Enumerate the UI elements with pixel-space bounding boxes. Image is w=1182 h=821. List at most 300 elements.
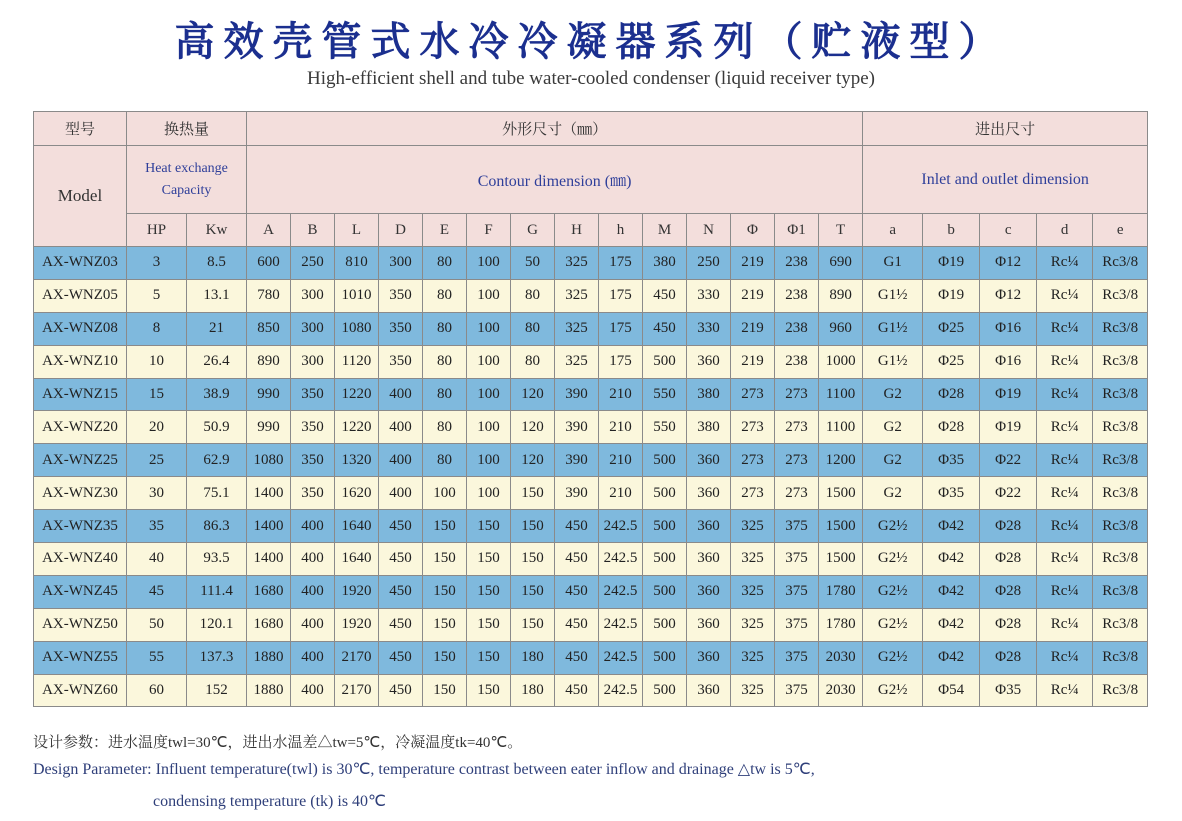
spec-table xyxy=(33,111,1148,707)
table-cell: Rc¼ xyxy=(1037,510,1093,543)
table-cell: 175 xyxy=(599,345,643,378)
table-cell: Rc¼ xyxy=(1037,477,1093,510)
model-cell: AX-WNZ45 xyxy=(34,575,127,608)
table-cell: Φ19 xyxy=(980,411,1037,444)
header-inout-en: Inlet and outlet dimension xyxy=(863,146,1148,214)
header-model-cn: 型号 xyxy=(34,112,127,146)
table-cell: 150 xyxy=(511,543,555,576)
column-header-cell: F xyxy=(467,214,511,247)
table-cell: 550 xyxy=(643,411,687,444)
table-cell: 175 xyxy=(599,279,643,312)
table-cell: 1780 xyxy=(819,575,863,608)
table-cell: 360 xyxy=(687,444,731,477)
table-cell: Φ42 xyxy=(923,641,980,674)
table-cell: Φ16 xyxy=(980,312,1037,345)
table-cell: 50.9 xyxy=(187,411,247,444)
table-cell: 380 xyxy=(687,378,731,411)
table-cell: 450 xyxy=(555,510,599,543)
table-cell: 500 xyxy=(643,444,687,477)
table-cell: 300 xyxy=(291,312,335,345)
page-title-english: High-efficient shell and tube water-cooled condenser (liquid receiver type) xyxy=(307,68,875,89)
table-cell: G2½ xyxy=(863,543,923,576)
table-cell: Φ19 xyxy=(923,279,980,312)
table-cell: 273 xyxy=(775,378,819,411)
table-row xyxy=(34,641,1148,674)
table-cell: 86.3 xyxy=(187,510,247,543)
model-cell: AX-WNZ60 xyxy=(34,674,127,707)
table-cell: 21 xyxy=(187,312,247,345)
table-row xyxy=(34,510,1148,543)
table-cell: 1500 xyxy=(819,510,863,543)
column-header-cell: e xyxy=(1093,214,1148,247)
table-cell: 2030 xyxy=(819,641,863,674)
table-cell: 40 xyxy=(127,543,187,576)
table-cell: 350 xyxy=(291,477,335,510)
table-cell: 137.3 xyxy=(187,641,247,674)
table-cell: 380 xyxy=(643,247,687,280)
table-cell: 550 xyxy=(643,378,687,411)
table-cell: 20 xyxy=(127,411,187,444)
table-cell: 360 xyxy=(687,510,731,543)
table-cell: 30 xyxy=(127,477,187,510)
table-cell: 1220 xyxy=(335,411,379,444)
table-cell: 360 xyxy=(687,575,731,608)
table-cell: Φ42 xyxy=(923,510,980,543)
table-cell: 100 xyxy=(467,411,511,444)
table-cell: Rc3/8 xyxy=(1093,279,1148,312)
table-cell: 80 xyxy=(423,411,467,444)
table-cell: Φ25 xyxy=(923,345,980,378)
table-cell: Φ28 xyxy=(980,575,1037,608)
table-cell: 450 xyxy=(555,608,599,641)
table-cell: 1640 xyxy=(335,510,379,543)
table-cell: 210 xyxy=(599,477,643,510)
table-cell: 80 xyxy=(423,279,467,312)
table-cell: 325 xyxy=(555,247,599,280)
table-cell: 120 xyxy=(511,444,555,477)
table-cell: 450 xyxy=(379,608,423,641)
table-cell: 100 xyxy=(423,477,467,510)
table-cell: 1880 xyxy=(247,674,291,707)
table-cell: 150 xyxy=(467,674,511,707)
table-cell: 238 xyxy=(775,247,819,280)
model-cell: AX-WNZ50 xyxy=(34,608,127,641)
column-header-cell: H xyxy=(555,214,599,247)
table-cell: 500 xyxy=(643,641,687,674)
table-cell: 273 xyxy=(775,411,819,444)
table-cell: 450 xyxy=(379,641,423,674)
table-cell: 450 xyxy=(555,543,599,576)
table-cell: Rc¼ xyxy=(1037,312,1093,345)
table-cell: 360 xyxy=(687,608,731,641)
table-cell: 390 xyxy=(555,444,599,477)
table-cell: 273 xyxy=(775,477,819,510)
table-cell: 810 xyxy=(335,247,379,280)
table-cell: G1½ xyxy=(863,279,923,312)
table-cell: 450 xyxy=(379,575,423,608)
table-cell: Φ22 xyxy=(980,444,1037,477)
table-cell: 390 xyxy=(555,378,599,411)
table-cell: Rc¼ xyxy=(1037,608,1093,641)
table-cell: 8.5 xyxy=(187,247,247,280)
model-cell: AX-WNZ08 xyxy=(34,312,127,345)
table-cell: 15 xyxy=(127,378,187,411)
table-cell: Rc3/8 xyxy=(1093,247,1148,280)
table-cell: 500 xyxy=(643,608,687,641)
table-cell: 150 xyxy=(423,510,467,543)
table-cell: 62.9 xyxy=(187,444,247,477)
header-model-en: Model xyxy=(34,146,127,247)
table-cell: Φ25 xyxy=(923,312,980,345)
table-cell: 325 xyxy=(555,312,599,345)
table-cell: 175 xyxy=(599,312,643,345)
table-cell: 690 xyxy=(819,247,863,280)
table-cell: Φ16 xyxy=(980,345,1037,378)
table-cell: 25 xyxy=(127,444,187,477)
table-cell: 1680 xyxy=(247,608,291,641)
table-cell: 150 xyxy=(467,641,511,674)
table-cell: 75.1 xyxy=(187,477,247,510)
table-cell: 150 xyxy=(511,477,555,510)
model-cell: AX-WNZ30 xyxy=(34,477,127,510)
table-cell: 400 xyxy=(379,477,423,510)
table-cell: 80 xyxy=(511,345,555,378)
table-cell: Φ22 xyxy=(980,477,1037,510)
table-cell: Rc3/8 xyxy=(1093,378,1148,411)
table-cell: 60 xyxy=(127,674,187,707)
table-row xyxy=(34,312,1148,345)
table-cell: 375 xyxy=(775,543,819,576)
table-cell: Rc3/8 xyxy=(1093,608,1148,641)
table-cell: Φ35 xyxy=(923,444,980,477)
table-cell: 1400 xyxy=(247,477,291,510)
table-cell: 150 xyxy=(511,510,555,543)
table-cell: 1620 xyxy=(335,477,379,510)
table-cell: 360 xyxy=(687,641,731,674)
table-cell: 242.5 xyxy=(599,510,643,543)
table-cell: 1120 xyxy=(335,345,379,378)
table-cell: G2½ xyxy=(863,641,923,674)
table-cell: 80 xyxy=(511,312,555,345)
table-cell: Rc3/8 xyxy=(1093,444,1148,477)
table-cell: 1500 xyxy=(819,477,863,510)
table-cell: 300 xyxy=(291,279,335,312)
table-cell: 80 xyxy=(423,378,467,411)
table-cell: 500 xyxy=(643,575,687,608)
table-cell: 80 xyxy=(511,279,555,312)
table-row xyxy=(34,575,1148,608)
table-row xyxy=(34,477,1148,510)
table-cell: 120 xyxy=(511,378,555,411)
table-cell: 2170 xyxy=(335,674,379,707)
table-cell: 500 xyxy=(643,477,687,510)
column-header-cell: G xyxy=(511,214,555,247)
table-cell: 80 xyxy=(423,312,467,345)
table-cell: Φ28 xyxy=(980,543,1037,576)
table-cell: 1920 xyxy=(335,608,379,641)
table-cell: 450 xyxy=(643,312,687,345)
table-cell: 219 xyxy=(731,247,775,280)
table-cell: 400 xyxy=(291,543,335,576)
table-cell: 330 xyxy=(687,312,731,345)
table-row xyxy=(34,345,1148,378)
table-cell: Rc¼ xyxy=(1037,411,1093,444)
table-cell: Φ19 xyxy=(980,378,1037,411)
table-cell: 325 xyxy=(731,543,775,576)
table-cell: 325 xyxy=(731,608,775,641)
table-cell: G2 xyxy=(863,378,923,411)
table-row xyxy=(34,247,1148,280)
table-cell: 325 xyxy=(731,641,775,674)
table-cell: 390 xyxy=(555,411,599,444)
table-cell: 100 xyxy=(467,345,511,378)
table-cell: 375 xyxy=(775,510,819,543)
table-cell: 1640 xyxy=(335,543,379,576)
table-cell: 150 xyxy=(467,608,511,641)
table-cell: 360 xyxy=(687,345,731,378)
table-cell: 150 xyxy=(467,510,511,543)
table-cell: 100 xyxy=(467,444,511,477)
table-cell: Rc3/8 xyxy=(1093,510,1148,543)
table-cell: 400 xyxy=(379,411,423,444)
table-row xyxy=(34,411,1148,444)
table-cell: 238 xyxy=(775,345,819,378)
table-cell: Rc¼ xyxy=(1037,444,1093,477)
column-header-cell: E xyxy=(423,214,467,247)
table-row xyxy=(34,608,1148,641)
table-cell: 55 xyxy=(127,641,187,674)
table-cell: 242.5 xyxy=(599,575,643,608)
table-cell: G2½ xyxy=(863,510,923,543)
table-cell: 242.5 xyxy=(599,608,643,641)
table-cell: 350 xyxy=(379,279,423,312)
column-header-cell: B xyxy=(291,214,335,247)
table-cell: G2 xyxy=(863,411,923,444)
table-cell: 210 xyxy=(599,378,643,411)
table-cell: 325 xyxy=(555,345,599,378)
table-cell: 450 xyxy=(379,543,423,576)
table-cell: 250 xyxy=(687,247,731,280)
table-cell: 180 xyxy=(511,674,555,707)
model-cell: AX-WNZ05 xyxy=(34,279,127,312)
table-row xyxy=(34,674,1148,707)
header-heat-line2: Capacity xyxy=(161,182,212,198)
table-cell: Rc¼ xyxy=(1037,345,1093,378)
table-cell: Φ12 xyxy=(980,279,1037,312)
column-header-cell: Φ xyxy=(731,214,775,247)
table-cell: 100 xyxy=(467,312,511,345)
table-cell: 325 xyxy=(731,575,775,608)
table-cell: 1080 xyxy=(247,444,291,477)
table-cell: 150 xyxy=(423,608,467,641)
table-cell: 8 xyxy=(127,312,187,345)
table-cell: 250 xyxy=(291,247,335,280)
table-cell: Φ28 xyxy=(980,510,1037,543)
table-cell: G1½ xyxy=(863,312,923,345)
table-cell: G2½ xyxy=(863,575,923,608)
table-cell: Φ42 xyxy=(923,543,980,576)
table-cell: 50 xyxy=(127,608,187,641)
column-header-row xyxy=(34,214,1148,247)
table-cell: 390 xyxy=(555,477,599,510)
model-cell: AX-WNZ25 xyxy=(34,444,127,477)
table-cell: 300 xyxy=(379,247,423,280)
table-cell: 1780 xyxy=(819,608,863,641)
table-cell: 350 xyxy=(379,312,423,345)
table-cell: 450 xyxy=(555,674,599,707)
table-cell: 1220 xyxy=(335,378,379,411)
table-cell: 242.5 xyxy=(599,543,643,576)
column-header-cell: d xyxy=(1037,214,1093,247)
column-header-cell: A xyxy=(247,214,291,247)
table-cell: 890 xyxy=(247,345,291,378)
table-cell: Φ28 xyxy=(923,411,980,444)
table-cell: 273 xyxy=(731,411,775,444)
design-note-english-line1: Design Parameter: Influent temperature(twl) is 30℃, temperature contrast between eater inflow and drainage △tw is 5℃, xyxy=(33,761,815,778)
design-note-english-line2: condensing temperature (tk) is 40℃ xyxy=(153,793,387,810)
table-cell: 1200 xyxy=(819,444,863,477)
table-cell: 450 xyxy=(379,510,423,543)
table-cell: 150 xyxy=(423,674,467,707)
table-cell: 780 xyxy=(247,279,291,312)
table-cell: 1680 xyxy=(247,575,291,608)
table-cell: 219 xyxy=(731,345,775,378)
table-cell: Φ35 xyxy=(980,674,1037,707)
table-cell: 890 xyxy=(819,279,863,312)
table-cell: 38.9 xyxy=(187,378,247,411)
column-header-cell: L xyxy=(335,214,379,247)
model-cell: AX-WNZ40 xyxy=(34,543,127,576)
table-cell: 500 xyxy=(643,674,687,707)
table-cell: 500 xyxy=(643,345,687,378)
table-cell: G1 xyxy=(863,247,923,280)
table-cell: Φ35 xyxy=(923,477,980,510)
table-cell: 350 xyxy=(291,411,335,444)
table-cell: 120 xyxy=(511,411,555,444)
table-cell: 273 xyxy=(731,444,775,477)
header-heat-cn: 换热量 xyxy=(127,112,247,146)
table-row xyxy=(34,543,1148,576)
table-cell: 1920 xyxy=(335,575,379,608)
table-cell: 219 xyxy=(731,312,775,345)
table-cell: Rc3/8 xyxy=(1093,641,1148,674)
table-cell: Rc3/8 xyxy=(1093,477,1148,510)
table-cell: 273 xyxy=(731,477,775,510)
model-cell: AX-WNZ15 xyxy=(34,378,127,411)
table-cell: 330 xyxy=(687,279,731,312)
table-cell: Rc¼ xyxy=(1037,378,1093,411)
table-cell: Rc¼ xyxy=(1037,575,1093,608)
table-cell: 238 xyxy=(775,312,819,345)
table-cell: Rc¼ xyxy=(1037,279,1093,312)
table-cell: Rc3/8 xyxy=(1093,411,1148,444)
table-cell: 3 xyxy=(127,247,187,280)
model-cell: AX-WNZ03 xyxy=(34,247,127,280)
table-cell: 100 xyxy=(467,477,511,510)
table-cell: Rc¼ xyxy=(1037,641,1093,674)
table-cell: 100 xyxy=(467,378,511,411)
table-cell: 500 xyxy=(643,510,687,543)
table-cell: 13.1 xyxy=(187,279,247,312)
table-cell: 10 xyxy=(127,345,187,378)
table-row xyxy=(34,378,1148,411)
table-cell: 2030 xyxy=(819,674,863,707)
header-row-chinese xyxy=(34,112,1148,146)
table-cell: 238 xyxy=(775,279,819,312)
table-cell: 120.1 xyxy=(187,608,247,641)
model-cell: AX-WNZ55 xyxy=(34,641,127,674)
table-cell: Rc3/8 xyxy=(1093,312,1148,345)
column-header-cell: h xyxy=(599,214,643,247)
table-cell: 1320 xyxy=(335,444,379,477)
table-cell: Rc3/8 xyxy=(1093,543,1148,576)
table-cell: Rc3/8 xyxy=(1093,674,1148,707)
table-cell: 100 xyxy=(467,279,511,312)
table-cell: Rc3/8 xyxy=(1093,575,1148,608)
table-cell: 850 xyxy=(247,312,291,345)
table-cell: 150 xyxy=(511,608,555,641)
table-cell: G2 xyxy=(863,444,923,477)
table-cell: 45 xyxy=(127,575,187,608)
table-cell: 210 xyxy=(599,411,643,444)
table-cell: 210 xyxy=(599,444,643,477)
header-heat-en xyxy=(127,146,247,214)
table-cell: Rc¼ xyxy=(1037,674,1093,707)
column-header-cell: T xyxy=(819,214,863,247)
table-cell: 400 xyxy=(291,608,335,641)
design-note-chinese: 设计参数：进水温度twl=30℃，进出水温差△tw=5℃，冷凝温度tk=40℃。 xyxy=(33,735,523,751)
table-cell: G2½ xyxy=(863,608,923,641)
table-cell: Φ28 xyxy=(980,608,1037,641)
header-row-english xyxy=(34,146,1148,214)
table-cell: Φ54 xyxy=(923,674,980,707)
table-cell: 360 xyxy=(687,477,731,510)
table-cell: 80 xyxy=(423,345,467,378)
table-cell: 26.4 xyxy=(187,345,247,378)
column-header-cell: M xyxy=(643,214,687,247)
table-cell: 450 xyxy=(555,641,599,674)
table-cell: 1400 xyxy=(247,543,291,576)
table-cell: 80 xyxy=(423,247,467,280)
column-header-cell: b xyxy=(923,214,980,247)
column-header-cell: N xyxy=(687,214,731,247)
table-cell: 360 xyxy=(687,543,731,576)
table-row xyxy=(34,444,1148,477)
table-cell: 273 xyxy=(731,378,775,411)
table-cell: 325 xyxy=(731,674,775,707)
column-header-cell: a xyxy=(863,214,923,247)
table-cell: 400 xyxy=(379,444,423,477)
header-inout-cn: 进出尺寸 xyxy=(863,112,1148,146)
table-cell: 219 xyxy=(731,279,775,312)
table-cell: 1100 xyxy=(819,411,863,444)
table-cell: Φ42 xyxy=(923,575,980,608)
table-cell: Φ28 xyxy=(923,378,980,411)
table-cell: Φ12 xyxy=(980,247,1037,280)
table-cell: 400 xyxy=(291,674,335,707)
table-cell: Rc¼ xyxy=(1037,543,1093,576)
table-cell: 450 xyxy=(643,279,687,312)
table-cell: 80 xyxy=(423,444,467,477)
table-cell: 380 xyxy=(687,411,731,444)
table-cell: 111.4 xyxy=(187,575,247,608)
model-cell: AX-WNZ35 xyxy=(34,510,127,543)
table-cell: 990 xyxy=(247,378,291,411)
table-cell: G2 xyxy=(863,477,923,510)
table-cell: 375 xyxy=(775,575,819,608)
header-heat-line1: Heat exchange xyxy=(145,160,228,176)
column-header-cell: c xyxy=(980,214,1037,247)
